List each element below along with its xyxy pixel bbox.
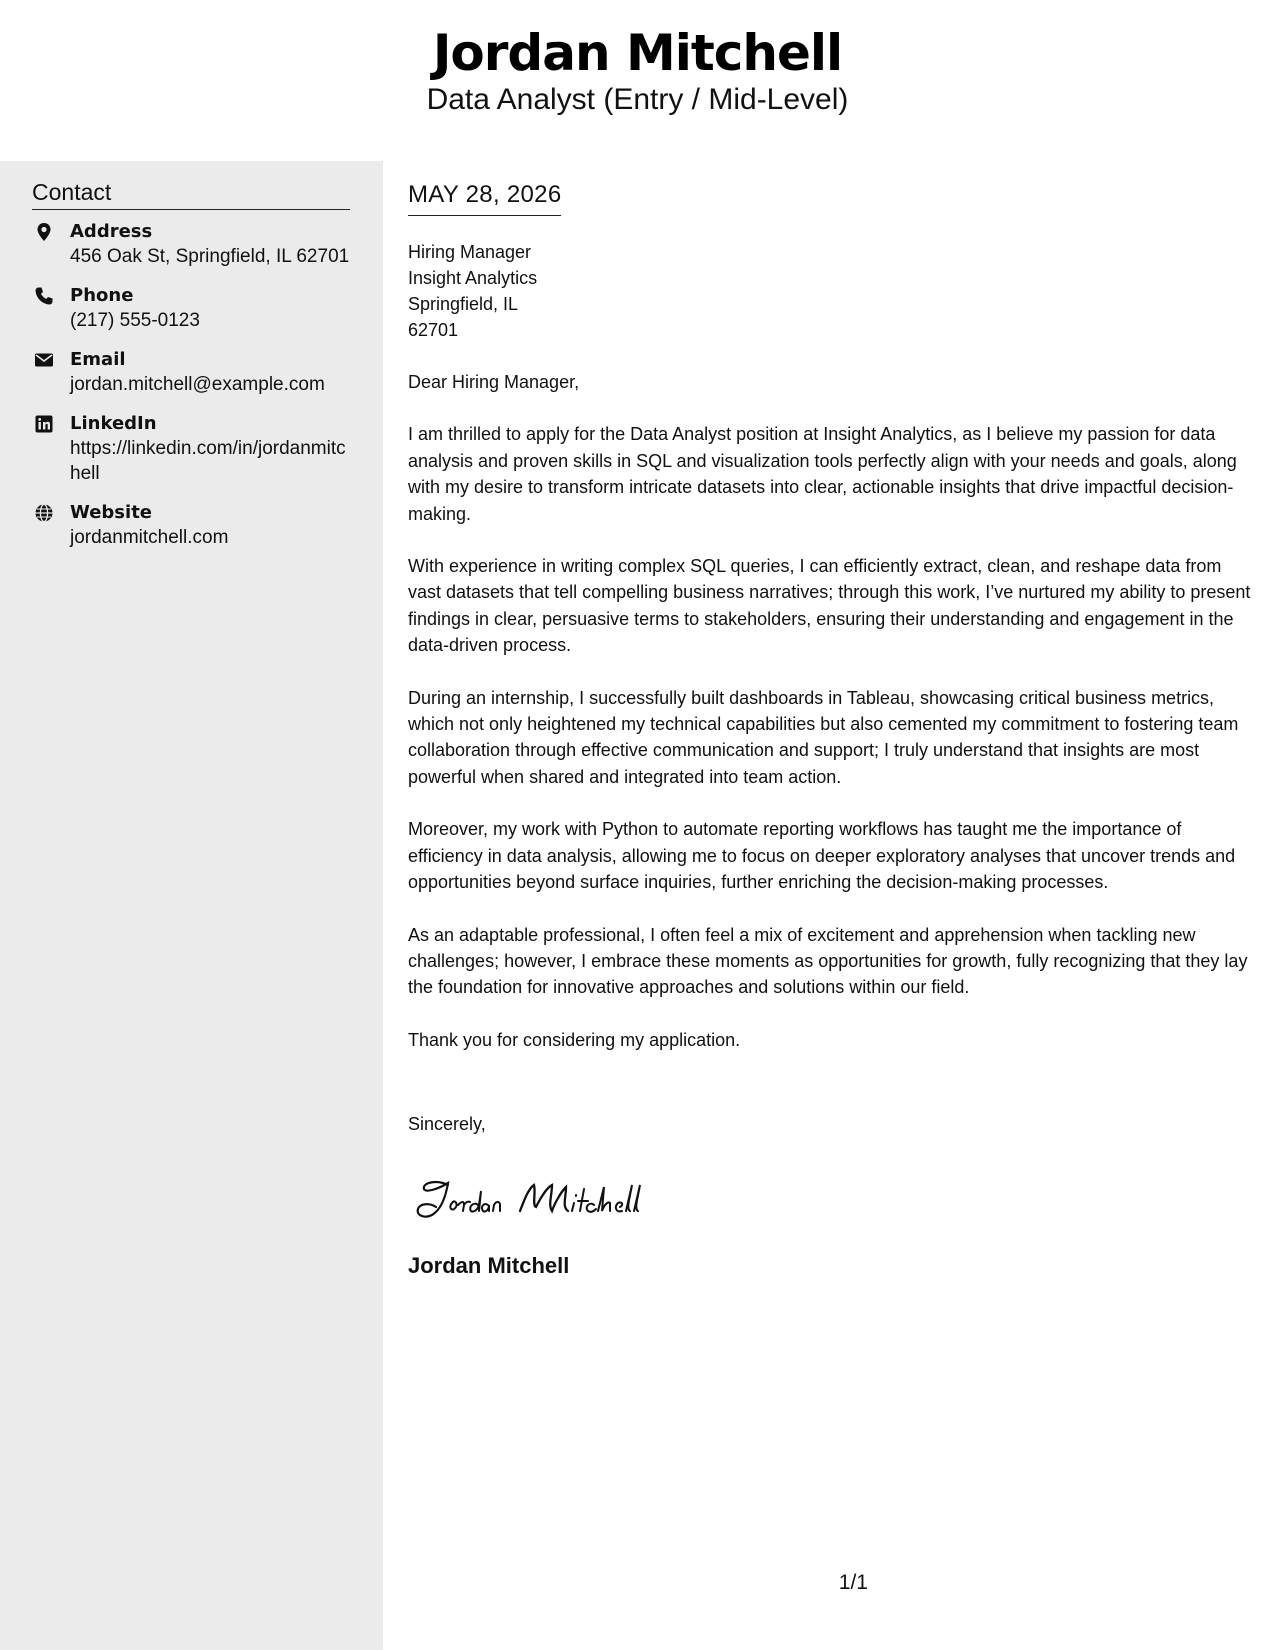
linkedin-icon — [34, 414, 54, 434]
page-number: 1/1 — [838, 1571, 868, 1594]
email-label: Email — [70, 349, 126, 370]
address-label: Address — [70, 221, 153, 242]
contact-linkedin — [32, 411, 352, 486]
location-pin-icon — [34, 222, 54, 242]
website-label: Website — [70, 502, 153, 523]
paragraph: During an internship, I successfully built dashboards in Tableau, showcasing critical business metrics, which not only heightened my technical capabilities but also cemented my commitment to fostering team collaboration through effective communication and support; I truly understand that insights are most powerful when shared and integrated into team action. — [408, 687, 1239, 787]
recipient-line: Hiring Manager — [408, 242, 532, 262]
letter-body — [408, 161, 1253, 1650]
phone-value: (217) 555-0123 — [70, 310, 200, 331]
phone-icon — [34, 286, 54, 306]
header — [0, 0, 1275, 161]
contact-list — [32, 219, 352, 564]
letter-content — [408, 369, 1253, 1079]
phone-label: Phone — [70, 285, 134, 306]
job-title: Data Analyst (Entry / Mid-Level) — [426, 83, 849, 116]
contact-website — [32, 500, 352, 550]
paragraph: Moreover, my work with Python to automate reporting workflows has taught me the importance of efficiency in data analysis, allowing me to focus on deeper exploratory analyses that uncover trends and opportunities beyond surface inquiries, further enriching the decision-making processes. — [408, 819, 1236, 893]
signer-name: Jordan Mitchell — [408, 1253, 570, 1278]
recipient-line: 62701 — [408, 320, 459, 340]
handwritten-signature — [408, 1165, 678, 1225]
contact-email — [32, 347, 352, 397]
contact-phone — [32, 283, 352, 333]
contact-heading: Contact — [32, 177, 350, 210]
email-value: jordan.mitchell@example.com — [70, 374, 325, 395]
closing: Sincerely, — [408, 1114, 486, 1134]
paragraph: As an adaptable professional, I often feel a mix of excitement and apprehension when tackling new challenges; however, I embrace these moments as opportunities for growth, fully recognizing that they lay the foundation for innovative approaches and solutions within our field. — [408, 924, 1248, 998]
recipient-block — [408, 239, 537, 343]
globe-icon — [34, 503, 54, 523]
applicant-name: Jordan Mitchell — [432, 24, 843, 82]
linkedin-value: https://linkedin.com/in/jordanmitchell — [70, 438, 346, 484]
linkedin-label: LinkedIn — [70, 413, 157, 434]
website-value: jordanmitchell.com — [70, 527, 229, 548]
envelope-icon — [34, 350, 54, 370]
paragraph: Thank you for considering my application. — [408, 1029, 741, 1050]
salutation: Dear Hiring Manager, — [408, 372, 580, 392]
contact-sidebar — [0, 161, 383, 1650]
contact-address — [32, 219, 352, 269]
address-value: 456 Oak St, Springfield, IL 62701 — [70, 246, 350, 267]
paragraph: I am thrilled to apply for the Data Analyst position at Insight Analytics, as I believe my passion for data analysis and proven skills in SQL and visualization tools perfectly align with your needs and goals, along with my desire to transform intricate datasets into clear, actionable insights that drive impactful decision-making. — [408, 424, 1237, 524]
recipient-line: Springfield, IL — [408, 294, 519, 314]
recipient-line: Insight Analytics — [408, 268, 538, 288]
letter-date: MAY 28, 2026 — [408, 178, 561, 216]
paragraph: With experience in writing complex SQL queries, I can efficiently extract, clean, and reshape data from vast datasets that tell compelling business narratives; through this work, I’ve nurtured my ability to present findings in clear, persuasive terms to stakeholders, ensuring their understanding and engagement in the data-driven process. — [408, 556, 1251, 656]
